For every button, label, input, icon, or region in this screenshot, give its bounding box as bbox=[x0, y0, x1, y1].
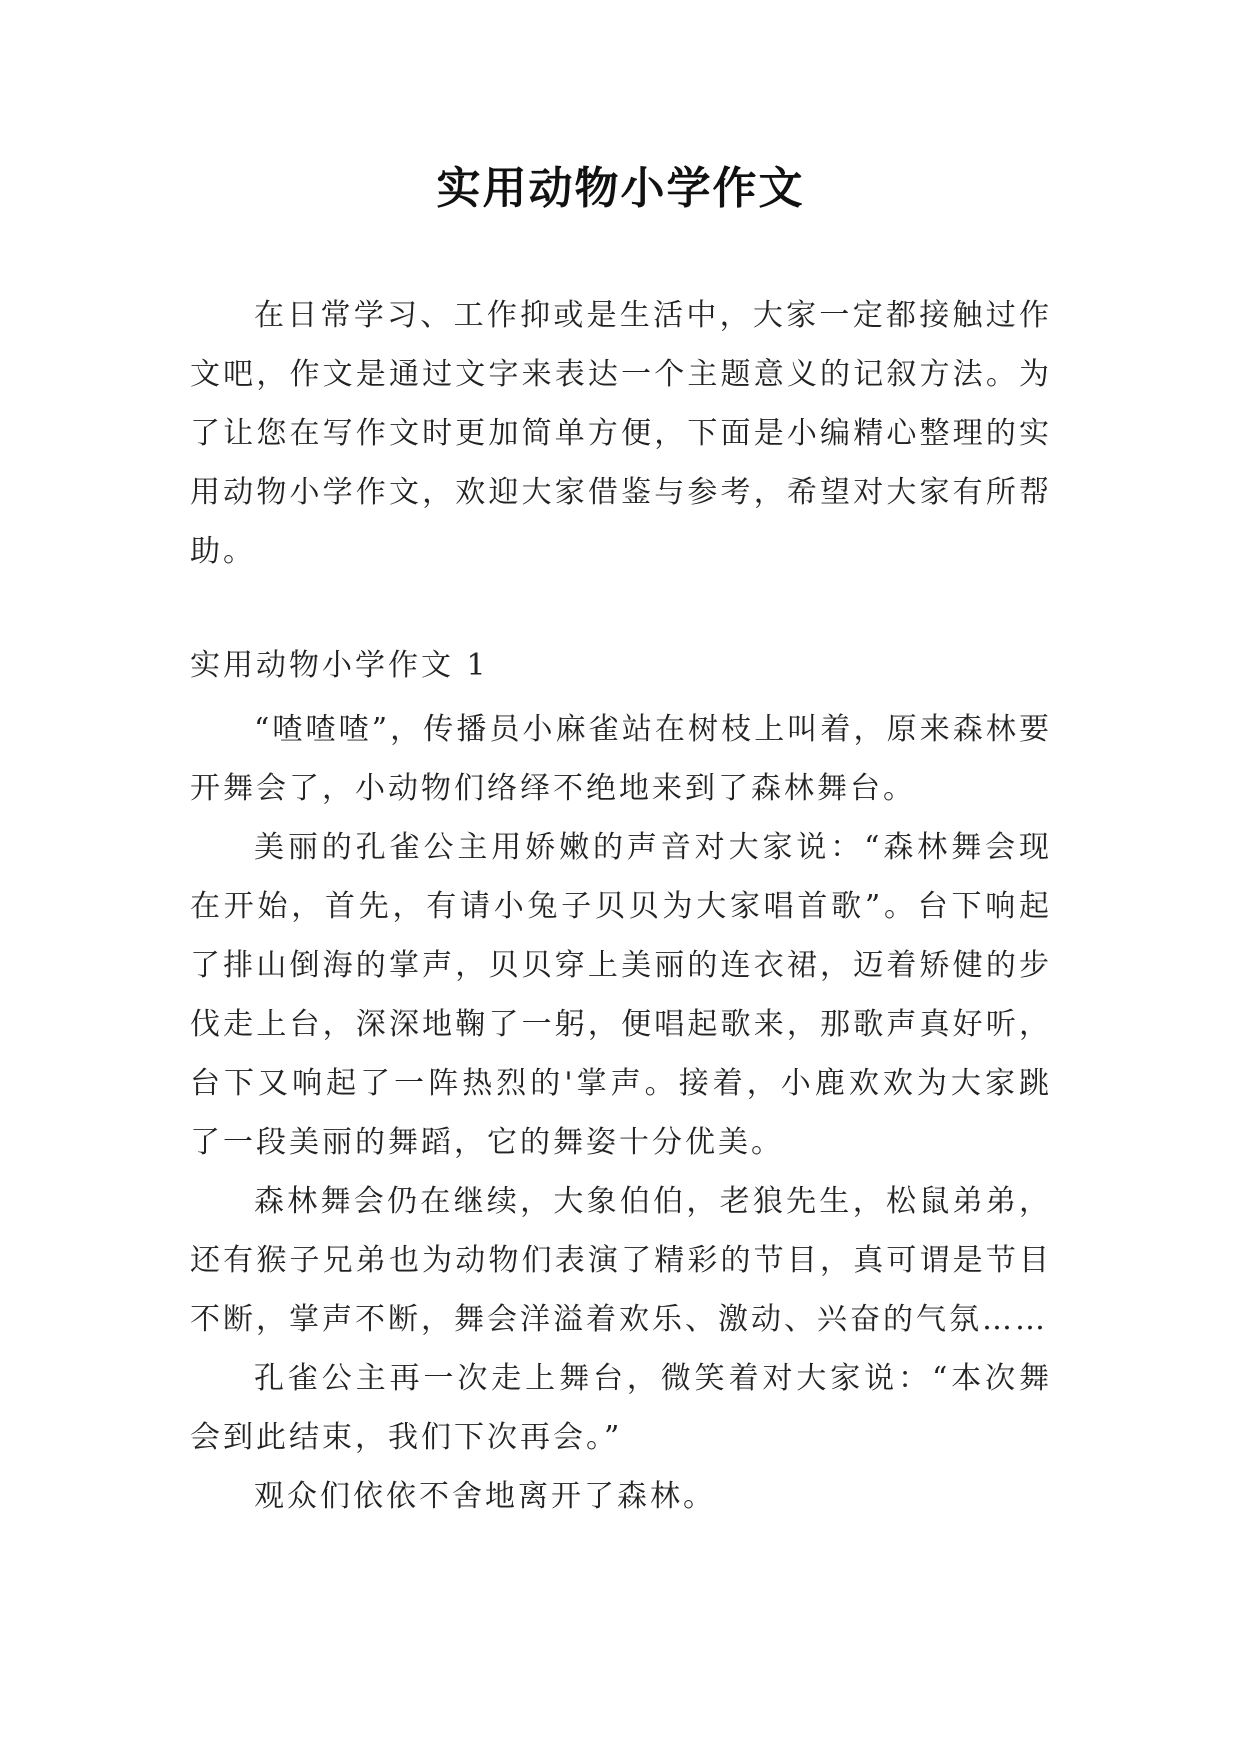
document-title: 实用动物小学作文 bbox=[436, 163, 805, 214]
essay-paragraph: 孔雀公主再一次走上舞台，微笑着对大家说：“本次舞会到此结束，我们下次再会。” bbox=[190, 1361, 1052, 1455]
essay-section bbox=[190, 636, 1052, 1526]
essay-paragraph: 美丽的孔雀公主用娇嫩的声音对大家说：“森林舞会现在开始，首先，有请小兔子贝贝为大家唱首歌”。台下响起了排山倒海的掌声，贝贝穿上美丽的连衣裙，迈着矫健的步伐走上台，深深地鞠了一躬，便唱起歌来，那歌声真好听，台下又响起了一阵热烈的'掌声。接着，小鹿欢欢为大家跳了一段美丽的舞蹈，它的舞姿十分优美。 bbox=[190, 830, 1052, 1160]
intro-block bbox=[190, 286, 1052, 581]
section-heading: 实用动物小学作文 1 bbox=[190, 648, 489, 683]
intro-paragraph: 在日常学习、工作抑或是生活中，大家一定都接触过作文吧，作文是通过文字来表达一个主题意义的记叙方法。为了让您在写作文时更加简单方便，下面是小编精心整理的实用动物小学作文，欢迎大家借鉴与参考，希望对大家有所帮助。 bbox=[190, 298, 1052, 569]
essay-paragraph: 观众们依依不舍地离开了森林。 bbox=[254, 1479, 716, 1514]
essay-paragraph: 森林舞会仍在继续，大象伯伯，老狼先生，松鼠弟弟，还有猴子兄弟也为动物们表演了精彩的节目，真可谓是节目不断，掌声不断，舞会洋溢着欢乐、激动、兴奋的气氛…… bbox=[190, 1184, 1052, 1337]
essay-paragraph: “喳喳喳”，传播员小麻雀站在树枝上叫着，原来森林要开舞会了，小动物们络绎不绝地来到了森林舞台。 bbox=[190, 712, 1052, 806]
